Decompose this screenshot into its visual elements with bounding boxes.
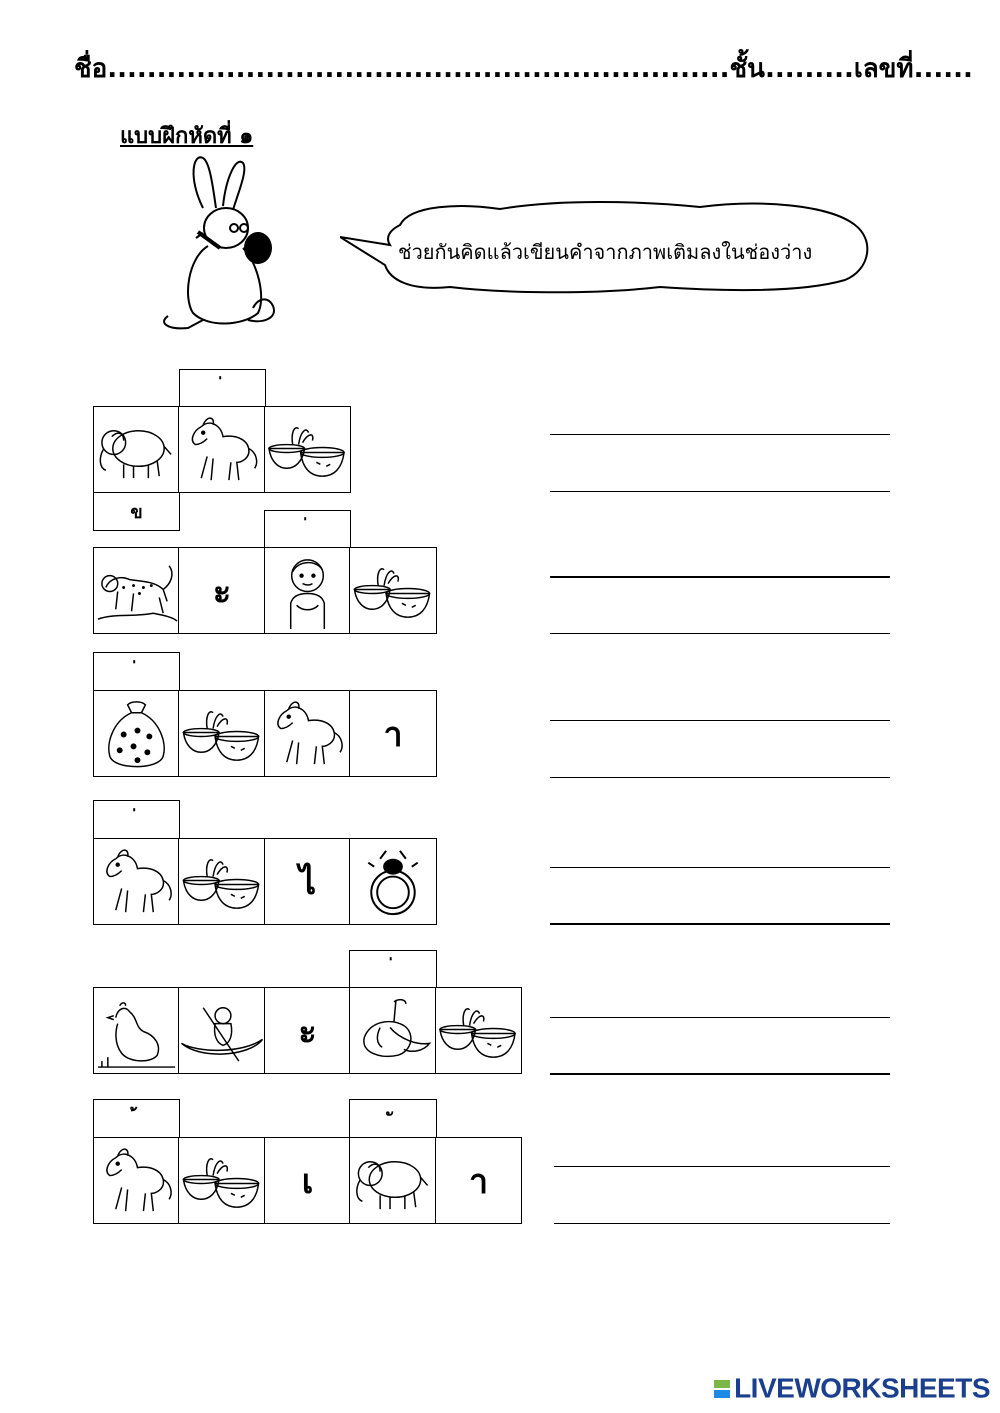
tone-mark-box (264, 510, 351, 549)
bowls-icon (436, 988, 521, 1073)
picture-cell (178, 987, 266, 1074)
vowel-sara-aa: า (468, 1161, 489, 1202)
bowls-icon (179, 691, 265, 776)
vowel-sara-ai: ไ (298, 862, 317, 903)
vowel-sara-a: ะ (298, 1011, 317, 1052)
tone-mark-box (349, 1099, 437, 1139)
class-blank[interactable]: ......... (764, 54, 854, 84)
answer-line[interactable] (554, 1166, 890, 1167)
answer-line[interactable] (550, 867, 890, 868)
header-line (74, 48, 973, 89)
money-bag-icon (94, 691, 179, 776)
name-label: ชื่อ (74, 54, 108, 84)
vowel-cell (264, 987, 351, 1074)
bowls-icon (265, 407, 350, 492)
picture-cell (93, 987, 180, 1074)
rabbit-illustration (148, 148, 288, 333)
vowel-sara-aa: า (383, 714, 403, 755)
logo-text: LIVEWORKSHEETS (734, 1373, 990, 1404)
answer-line[interactable] (550, 633, 890, 634)
bowls-icon (179, 1138, 265, 1223)
picture-cell (93, 1137, 180, 1224)
picture-cell (93, 406, 180, 493)
number-label: เลขที่ (853, 54, 914, 84)
answer-line[interactable] (550, 923, 890, 925)
answer-line[interactable] (550, 434, 890, 435)
bowls-icon (179, 839, 265, 924)
horse-icon (94, 839, 179, 924)
picture-cell (93, 690, 180, 777)
horse-icon (179, 407, 265, 492)
name-blank[interactable]: ............................................................... (107, 54, 730, 84)
picture-cell (264, 547, 351, 634)
picture-cell (178, 406, 266, 493)
picture-cell (178, 1137, 266, 1224)
mango-icon (350, 988, 436, 1073)
instruction-text: ช่วยกันคิดแล้วเขียนคำจากภาพเติมลงในช่องว่าง (398, 240, 813, 264)
horse-icon (265, 691, 350, 776)
tone-mark-box (93, 1099, 180, 1139)
answer-line[interactable] (550, 1073, 890, 1075)
picture-cell (264, 690, 351, 777)
boy-icon (265, 548, 350, 633)
elephant-icon (350, 1138, 436, 1223)
tone-mark-box (93, 652, 180, 692)
bowls-icon (350, 548, 436, 633)
picture-cell (93, 547, 180, 634)
leopard-icon (94, 548, 179, 633)
exercise-title: แบบฝึกหัดที่ ๑ (120, 124, 254, 149)
picture-cell (349, 987, 437, 1074)
vowel-cell (178, 547, 266, 634)
vowel-sara-a: ะ (212, 571, 232, 612)
number-blank[interactable]: ...... (913, 54, 973, 84)
horse-icon (94, 1138, 179, 1223)
tone-mark-box (349, 950, 437, 989)
chicken-icon (94, 988, 179, 1073)
tone-mark-box (93, 492, 180, 531)
ring-icon (350, 839, 436, 924)
picture-cell (178, 690, 266, 777)
picture-cell (93, 838, 180, 925)
tone-mark: ข (130, 502, 143, 523)
answer-line[interactable] (550, 720, 890, 721)
liveworksheets-logo (714, 1371, 990, 1405)
tone-mark-box (93, 800, 180, 840)
vowel-cell (264, 1137, 351, 1224)
answer-line[interactable] (550, 491, 890, 492)
logo-mark-icon (714, 1380, 732, 1398)
picture-cell (349, 547, 437, 634)
picture-cell (349, 1137, 437, 1224)
answer-line[interactable] (550, 576, 890, 578)
picture-cell (264, 406, 351, 493)
picture-cell (178, 838, 266, 925)
vowel-cell (435, 1137, 522, 1224)
picture-cell (349, 838, 437, 925)
answer-line[interactable] (554, 1223, 890, 1224)
vowel-cell (349, 690, 437, 777)
picture-cell (435, 987, 522, 1074)
tone-mark-box (179, 369, 266, 408)
boat-rower-icon (179, 988, 265, 1073)
class-label: ชั้น (729, 54, 765, 84)
elephant-icon (94, 407, 179, 492)
vowel-cell (264, 838, 351, 925)
answer-line[interactable] (550, 777, 890, 778)
answer-line[interactable] (550, 1017, 890, 1018)
vowel-sara-e: เ (301, 1161, 314, 1202)
